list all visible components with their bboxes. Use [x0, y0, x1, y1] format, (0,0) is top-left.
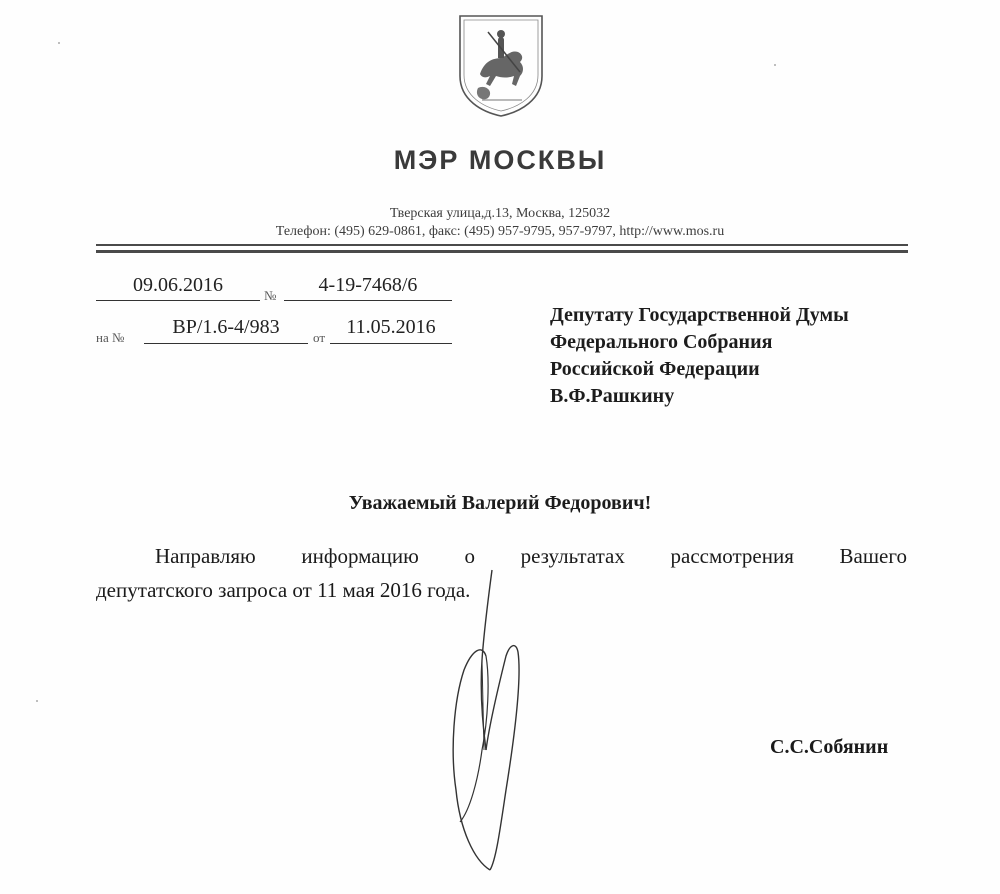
- body-word: Вашего: [839, 544, 907, 568]
- outgoing-date: 09.06.2016: [133, 274, 223, 296]
- recipient-name: В.Ф.Рашкину: [550, 385, 675, 407]
- scan-speck: [58, 42, 60, 44]
- letterhead-divider-thick: [96, 250, 908, 253]
- handwritten-signature: [430, 560, 560, 880]
- from-label: от: [313, 330, 326, 345]
- letterhead-divider-thin: [96, 244, 908, 246]
- moscow-coat-of-arms-emblem: [458, 14, 544, 118]
- letterhead-address: Тверская улица,д.13, Москва, 125032: [389, 206, 611, 221]
- reply-date-underline: [330, 343, 452, 344]
- outgoing-number: 4-19-7468/6: [318, 274, 418, 296]
- outgoing-number-underline: [284, 300, 452, 301]
- body-word: рассмотрения: [670, 544, 794, 568]
- body-word: результатах: [520, 544, 625, 568]
- reply-number-underline: [144, 343, 308, 344]
- recipient-block: [550, 302, 849, 410]
- recipient-line: Федерального Собрания: [550, 331, 773, 353]
- outgoing-date-underline: [96, 300, 260, 301]
- greeting: Уважаемый Валерий Федорович!: [348, 492, 652, 514]
- reply-date: 11.05.2016: [346, 316, 436, 338]
- signer-name: С.С.Собянин: [770, 736, 889, 758]
- letterhead-title: МЭР МОСКВЫ: [393, 145, 607, 175]
- number-sign-label: №: [264, 288, 277, 303]
- body-word: Направляю: [155, 544, 256, 568]
- recipient-line: Российской Федерации: [550, 358, 760, 380]
- recipient-line: Депутату Государственной Думы: [550, 304, 849, 326]
- body-word: о: [464, 544, 475, 568]
- scan-speck: [36, 700, 38, 702]
- reply-number: ВР/1.6-4/983: [172, 316, 280, 338]
- body-text-line-2: депутатского запроса от 11 мая 2016 года.: [96, 578, 471, 602]
- reply-prefix-label: на №: [96, 330, 125, 345]
- scan-speck: [774, 64, 776, 66]
- letterhead-contacts: Телефон: (495) 629-0861, факс: (495) 957-9795, 957-9797, http://www.mos.ru: [275, 224, 725, 239]
- body-word: информацию: [301, 544, 419, 568]
